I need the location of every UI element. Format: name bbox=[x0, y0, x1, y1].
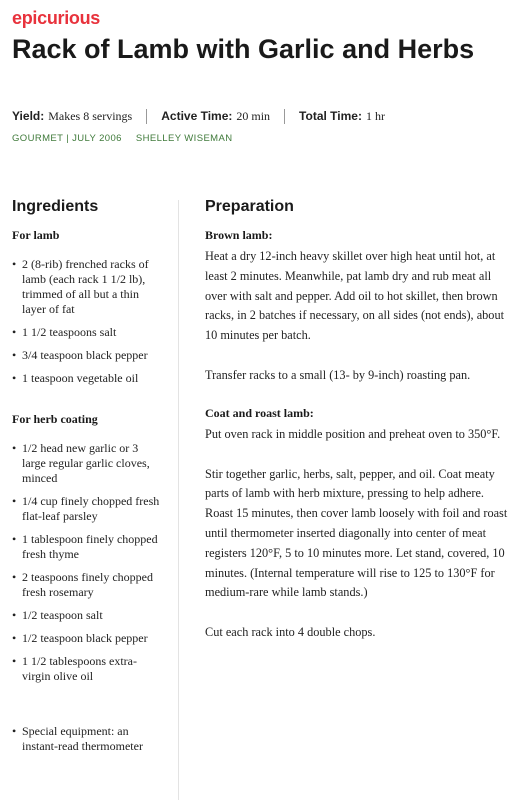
ingredient-item: • 1/2 teaspoon salt bbox=[12, 608, 162, 623]
ingredient-groups bbox=[12, 228, 162, 684]
ingredient-item: • 1 tablespoon finely chopped fresh thyme bbox=[12, 532, 162, 562]
equipment-item: • Special equipment: an instant-read thermometer bbox=[12, 724, 162, 754]
ingredient-list bbox=[12, 441, 162, 684]
column-divider bbox=[178, 200, 179, 800]
ingredient-item: • 1 1/2 teaspoons salt bbox=[12, 325, 162, 340]
ingredient-list bbox=[12, 257, 162, 386]
preparation-paragraph: Put oven rack in middle position and preheat oven to 350°F. bbox=[205, 426, 501, 441]
ingredient-item: • 2 (8-rib) frenched racks of lamb (each rack 1 1/2 lb), trimmed of all but a thin layer of fat bbox=[12, 257, 162, 317]
ingredient-item: • 1 teaspoon vegetable oil bbox=[12, 371, 162, 386]
equipment-list bbox=[12, 724, 162, 754]
recipe-title: Rack of Lamb with Garlic and Herbs bbox=[12, 34, 475, 64]
ingredient-group-heading: For herb coating bbox=[12, 412, 98, 426]
meta-divider bbox=[146, 109, 147, 124]
total-time-label: Total Time: bbox=[299, 109, 362, 123]
active-time-value: 20 min bbox=[236, 108, 271, 123]
meta-divider bbox=[284, 109, 285, 124]
preparation-heading: Preparation bbox=[205, 198, 294, 215]
ingredient-group-heading: For lamb bbox=[12, 228, 60, 242]
ingredient-item: • 3/4 teaspoon black pepper bbox=[12, 348, 162, 363]
ingredient-item: • 1/2 head new garlic or 3 large regular garlic cloves, minced bbox=[12, 441, 162, 486]
ingredient-item: • 1 1/2 tablespoons extra-virgin olive oil bbox=[12, 654, 162, 684]
ingredients-section bbox=[12, 198, 162, 762]
ingredients-heading: Ingredients bbox=[12, 198, 99, 215]
recipe-source bbox=[12, 133, 233, 144]
preparation-step-heading: Brown lamb: bbox=[205, 228, 273, 242]
publication-link[interactable]: GOURMET | JULY 2006 bbox=[12, 133, 122, 144]
recipe-meta bbox=[12, 108, 385, 124]
author-link[interactable]: SHELLEY WISEMAN bbox=[135, 133, 233, 144]
ingredient-item: • 1/2 teaspoon black pepper bbox=[12, 631, 162, 646]
preparation-paragraph: Stir together garlic, herbs, salt, pepper, and oil. Coat meaty parts of lamb with herb mixture, pressing to help adhere. Roast 15 minutes, then cover lamb loosely with foil and roast until thermometer inserted diagonally into center of meat registers 120°F, 5 to 10 minutes more. Let stand, covered, 10 minutes. (Internal temperature will rise to 125 to 130°F for medium-rare while lamb stands.) bbox=[205, 466, 508, 600]
total-time-value: 1 hr bbox=[365, 108, 385, 123]
ingredient-item: • 2 teaspoons finely chopped fresh rosemary bbox=[12, 570, 162, 600]
preparation-section bbox=[205, 198, 510, 663]
ingredient-item: • 1/4 cup finely chopped fresh flat-leaf parsley bbox=[12, 494, 162, 524]
yield-value: Makes 8 servings bbox=[48, 108, 133, 123]
preparation-paragraph: Heat a dry 12-inch heavy skillet over high heat until hot, at least 2 minutes. Meanwhile, pat lamb dry and rub meat all over with salt and pepper. Add oil to hot skillet, then brown racks, in 2 batches if necessary, on all sides (not ends), about 10 minutes per batch. bbox=[205, 249, 505, 343]
preparation-paragraph: Transfer racks to a small (13- by 9-inch) roasting pan. bbox=[205, 367, 471, 382]
preparation-paragraph: Cut each rack into 4 double chops. bbox=[205, 625, 376, 640]
preparation-step-heading: Coat and roast lamb: bbox=[205, 405, 314, 420]
preparation-steps bbox=[205, 228, 510, 643]
yield-label: Yield: bbox=[12, 109, 45, 123]
brand-logo[interactable]: epicurious bbox=[12, 8, 101, 28]
active-time-label: Active Time: bbox=[161, 109, 233, 123]
